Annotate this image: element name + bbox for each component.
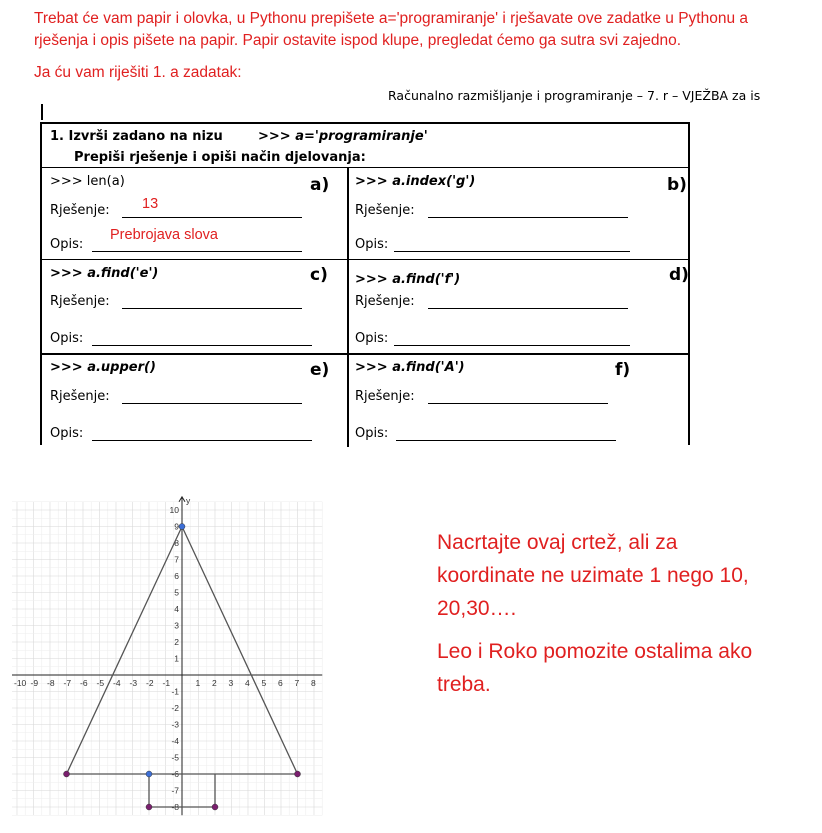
y-tick-label: 6 <box>174 571 179 581</box>
coordinate-graph <box>12 490 332 820</box>
x-tick-label: -2 <box>146 678 154 688</box>
cell-e-desc-line <box>92 440 312 441</box>
cell-c-solution-label: Rješenje: <box>50 294 110 309</box>
x-tick-label: 7 <box>294 678 300 688</box>
cell-d-letter: d) <box>669 265 689 285</box>
cell-f-solution-line <box>428 403 608 404</box>
cell-e-desc-label: Opis: <box>50 426 84 441</box>
y-tick-label: -8 <box>171 802 179 812</box>
intro-text: Trebat će vam papir i olovka, u Pythonu prepišete a='programiranje' i rješavate ove zadatke u Pythonu a rješenja i opis pišete na papir. Papir ostavite ispod klupe, pregledat ćemo ga sutra svi zajedno. <box>34 10 749 49</box>
y-tick-label: -7 <box>171 785 179 796</box>
cell-f-letter: f) <box>615 360 631 380</box>
graph-point <box>179 524 185 530</box>
x-tick-label: -6 <box>80 678 88 688</box>
y-axis-label: y <box>186 495 191 506</box>
x-tick-label: 2 <box>212 678 217 688</box>
y-tick-label: 7 <box>174 554 179 565</box>
column-divider <box>347 167 349 447</box>
cell-f-solution-label: Rješenje: <box>355 389 415 404</box>
y-tick-label: 3 <box>174 620 179 631</box>
x-tick-label: 5 <box>261 678 267 688</box>
graph-point <box>146 771 152 777</box>
cell-a-description: Prebrojava slova <box>110 227 218 243</box>
graph-point <box>295 771 301 777</box>
x-tick-label: -4 <box>113 678 121 688</box>
x-tick-label: 3 <box>228 678 234 688</box>
cell-f-desc-line <box>396 440 616 441</box>
y-tick-label: -6 <box>171 769 179 779</box>
y-tick-label: 5 <box>174 587 179 598</box>
cell-c-desc-line <box>92 345 312 346</box>
task-title: 1. Izvrši zadano na nizu <box>50 129 223 144</box>
cell-f-code: >>> a.find('A') <box>355 360 465 375</box>
y-tick-label: 4 <box>174 604 179 614</box>
y-tick-label: -5 <box>171 752 179 763</box>
y-tick-label: -1 <box>171 686 179 697</box>
task-subtitle: Prepiši rješenje i opiši način djelovanja: <box>74 150 366 165</box>
y-tick-label: 10 <box>169 505 179 515</box>
cell-b-desc-line <box>394 251 630 252</box>
x-tick-label: 4 <box>245 678 250 688</box>
y-tick-label: 9 <box>174 521 179 532</box>
cell-a-answer: 13 <box>142 196 159 212</box>
cell-c-code: >>> a.find('e') <box>50 266 159 281</box>
row-divider <box>42 167 688 168</box>
cell-d-solution-line <box>428 308 628 309</box>
cell-c-solution-line <box>122 308 302 309</box>
x-tick-label: -9 <box>30 678 39 688</box>
cell-c-letter: c) <box>310 265 328 285</box>
cell-a-code: >>> len(a) <box>50 174 125 189</box>
cell-b-letter: b) <box>667 175 687 195</box>
cell-d-solution-label: Rješenje: <box>355 294 415 309</box>
instructions <box>437 526 767 711</box>
worksheet-header: Računalno razmišljanje i programiranje – 7. r – VJEŽBA za is <box>388 88 761 103</box>
cell-f-desc-label: Opis: <box>355 426 389 441</box>
graph-point <box>212 804 218 810</box>
x-tick-label: 1 <box>195 678 201 688</box>
cell-e-solution-line <box>122 403 302 404</box>
cell-e-solution-label: Rješenje: <box>50 389 110 404</box>
y-tick-label: 1 <box>174 653 179 664</box>
cell-a-solution-label: Rješenje: <box>50 203 110 218</box>
x-tick-label: -1 <box>162 678 171 688</box>
y-tick-label: -3 <box>171 719 179 730</box>
cell-d-desc-label: Opis: <box>355 331 389 346</box>
instruction-coordinates: Nacrtajte ovaj crtež, ali za koordinate ne uzimate 1 nego 10, 20,30…. <box>437 531 749 620</box>
y-tick-label: 2 <box>174 637 179 647</box>
cell-a-desc-line <box>92 251 302 252</box>
cell-e-code: >>> a.upper() <box>50 360 156 375</box>
row-divider <box>42 259 688 260</box>
cell-d-desc-line <box>394 345 630 346</box>
y-tick-label: -2 <box>171 703 179 713</box>
cell-a-solution-line <box>122 217 302 218</box>
task-code: >>> a='programiranje' <box>258 129 428 144</box>
worksheet-table <box>40 122 690 445</box>
cell-b-code: >>> a.index('g') <box>355 174 476 189</box>
x-tick-label: -3 <box>129 678 138 688</box>
cell-b-solution-label: Rješenje: <box>355 203 415 218</box>
x-tick-label: -5 <box>96 678 105 688</box>
x-tick-label: 8 <box>311 678 316 688</box>
cell-b-solution-line <box>428 217 628 218</box>
y-tick-label: -4 <box>171 736 179 746</box>
solve-note: Ja ću vam riješiti 1. a zadatak: <box>34 64 242 81</box>
x-tick-label: 6 <box>278 678 283 688</box>
cell-a-desc-label: Opis: <box>50 237 84 252</box>
x-tick-label: -8 <box>47 678 55 688</box>
cell-e-letter: e) <box>310 360 330 380</box>
graph-point <box>64 771 70 777</box>
instruction-helpers: Leo i Roko pomozite ostalima ako treba. <box>437 640 753 696</box>
cell-d-code: >>> a.find('f') <box>355 272 461 287</box>
row-divider <box>42 353 688 355</box>
graph-point <box>146 804 152 810</box>
x-tick-label: -10 <box>14 678 27 688</box>
x-tick-label: -7 <box>63 678 72 688</box>
y-tick-label: 8 <box>174 538 179 548</box>
cell-c-desc-label: Opis: <box>50 331 84 346</box>
text-cursor <box>41 104 43 120</box>
cell-b-desc-label: Opis: <box>355 237 389 252</box>
cell-a-letter: a) <box>310 175 330 195</box>
